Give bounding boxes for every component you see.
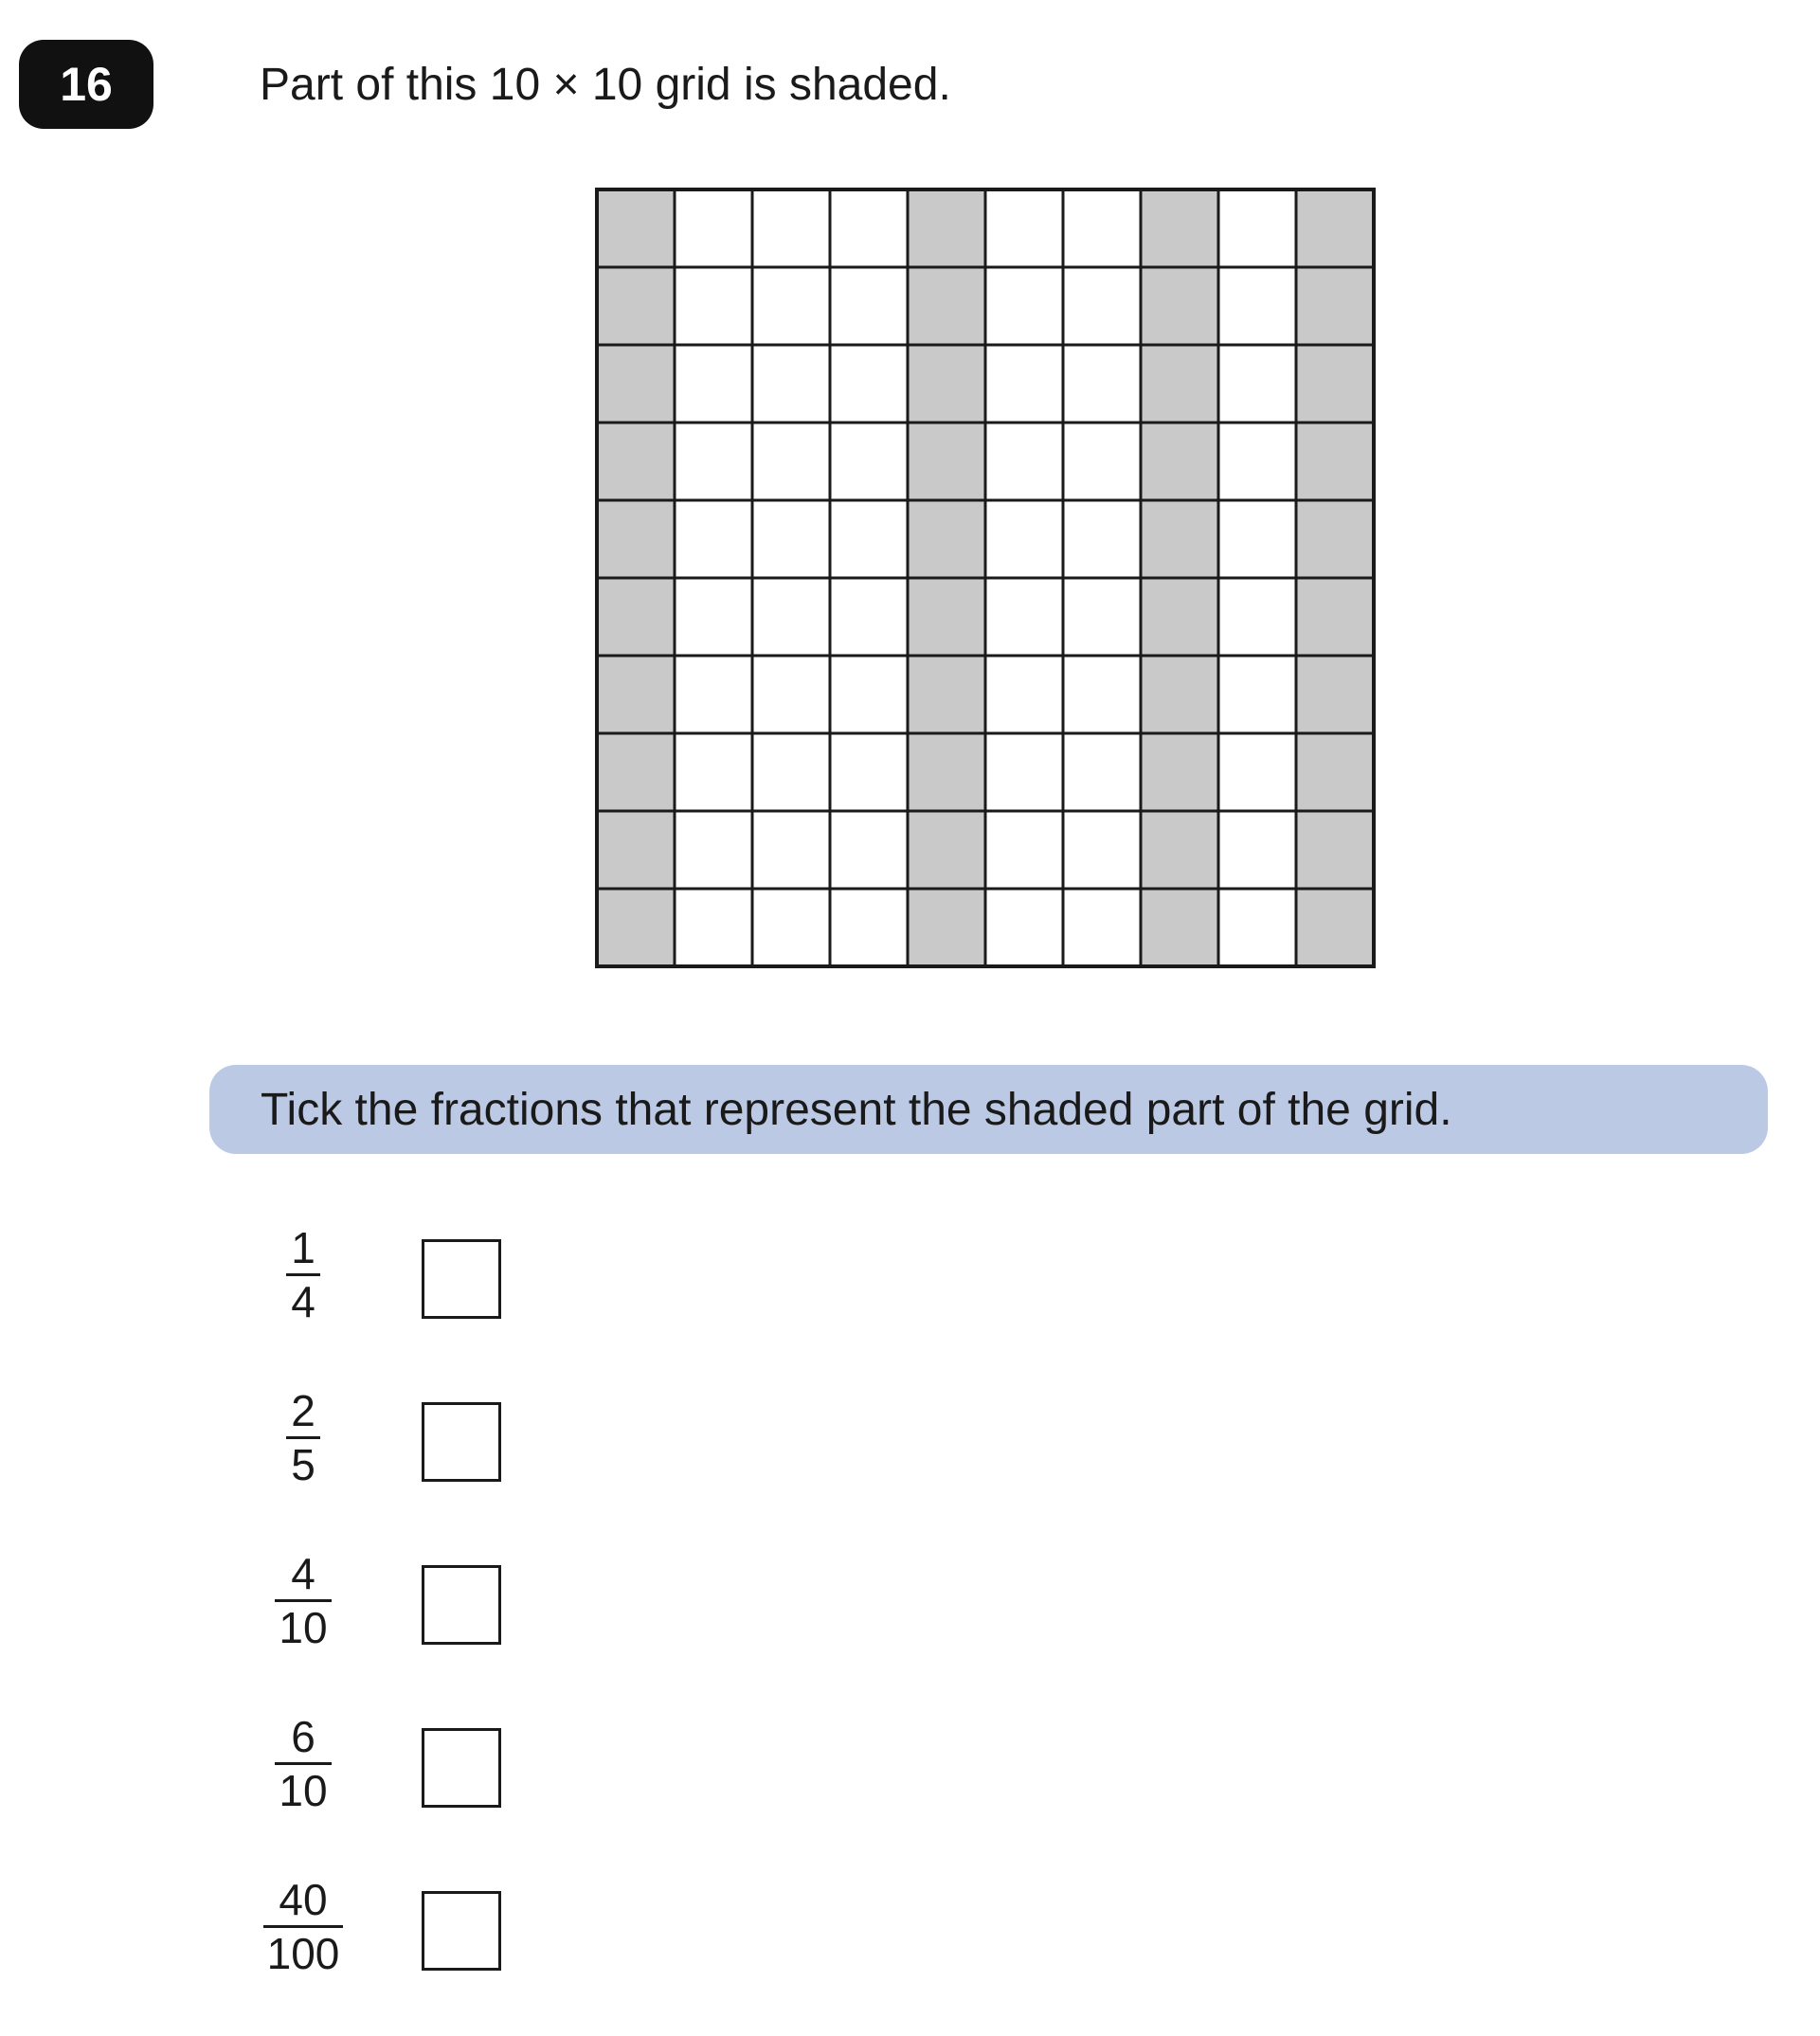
grid-cell-shaded: [1141, 811, 1218, 889]
grid-cell: [675, 733, 752, 811]
question-text: Part of this 10 × 10 grid is shaded.: [260, 60, 951, 110]
grid-cell: [752, 189, 830, 267]
grid-cell: [830, 345, 908, 423]
grid-cell-shaded: [597, 189, 675, 267]
grid-cell: [985, 811, 1063, 889]
denominator: 100: [266, 1928, 340, 1978]
grid-cell-shaded: [908, 267, 985, 345]
grid-cell: [1063, 811, 1141, 889]
grid-cell: [985, 423, 1063, 500]
grid-cell-shaded: [1296, 733, 1374, 811]
tick-box[interactable]: [422, 1402, 501, 1482]
grid-cell: [985, 733, 1063, 811]
grid-cell-shaded: [597, 656, 675, 733]
option-row: [256, 1711, 540, 1815]
grid-cell: [752, 733, 830, 811]
grid-cell-shaded: [908, 189, 985, 267]
grid-cell: [752, 500, 830, 578]
grid-cell: [985, 578, 1063, 656]
grid-cell-shaded: [597, 345, 675, 423]
grid-cell: [1063, 189, 1141, 267]
grid-cell: [675, 578, 752, 656]
grid-cell: [752, 889, 830, 966]
denominator: 10: [279, 1602, 328, 1652]
option-row: [256, 1222, 540, 1326]
fraction-bar: [263, 1925, 343, 1928]
grid-cell: [1218, 578, 1296, 656]
grid-cell-shaded: [908, 500, 985, 578]
grid-cell-shaded: [1296, 345, 1374, 423]
grid-cell-shaded: [1141, 578, 1218, 656]
instruction-text: Tick the fractions that represent the shaded part of the grid.: [261, 1084, 1452, 1135]
grid-cell: [985, 500, 1063, 578]
grid-cell: [752, 345, 830, 423]
fraction: [256, 1711, 351, 1815]
grid-cell: [675, 500, 752, 578]
grid-cell: [830, 267, 908, 345]
grid-cell: [1063, 733, 1141, 811]
grid-cell-shaded: [597, 500, 675, 578]
grid-cell-shaded: [1141, 889, 1218, 966]
grid-cell-shaded: [1296, 578, 1374, 656]
grid-cell-shaded: [908, 811, 985, 889]
grid-cell: [985, 345, 1063, 423]
grid-cell: [1063, 500, 1141, 578]
grid-cell: [1063, 345, 1141, 423]
grid-cell: [830, 811, 908, 889]
fraction-bar: [286, 1273, 320, 1276]
grid-cell-shaded: [1296, 423, 1374, 500]
grid-cell-shaded: [1141, 656, 1218, 733]
grid-cell-shaded: [908, 733, 985, 811]
grid-cell: [830, 500, 908, 578]
tick-box[interactable]: [422, 1565, 501, 1645]
grid-cell-shaded: [1296, 189, 1374, 267]
fraction-bar: [275, 1762, 332, 1765]
question-number-badge: [19, 40, 153, 129]
grid-cell: [1218, 811, 1296, 889]
fraction-bar: [286, 1436, 320, 1439]
grid-cell: [675, 189, 752, 267]
grid-cell: [985, 267, 1063, 345]
tick-box[interactable]: [422, 1239, 501, 1319]
grid-cell: [1063, 656, 1141, 733]
grid-cell-shaded: [1141, 345, 1218, 423]
grid-cell-shaded: [908, 423, 985, 500]
numerator: 4: [291, 1548, 315, 1598]
denominator: 4: [291, 1276, 315, 1326]
grid-svg: [595, 188, 1376, 968]
grid-cell: [1218, 423, 1296, 500]
grid-cell: [752, 811, 830, 889]
grid-cell: [1218, 733, 1296, 811]
grid-cell-shaded: [1141, 267, 1218, 345]
grid-cell: [675, 345, 752, 423]
option-row: [256, 1548, 540, 1652]
grid-cell-shaded: [1296, 500, 1374, 578]
grid-cell: [1218, 345, 1296, 423]
fraction-bar: [275, 1599, 332, 1602]
grid-cell: [985, 656, 1063, 733]
denominator: 10: [279, 1765, 328, 1815]
fraction: [256, 1548, 351, 1652]
shaded-grid: [595, 188, 1376, 968]
grid-cell: [1218, 656, 1296, 733]
grid-cell-shaded: [1296, 811, 1374, 889]
question-number: 16: [60, 58, 113, 111]
grid-cell: [830, 889, 908, 966]
option-row: [256, 1385, 540, 1489]
grid-cell-shaded: [597, 889, 675, 966]
numerator: 1: [291, 1222, 315, 1272]
numerator: 40: [279, 1874, 328, 1924]
grid-cell-shaded: [597, 578, 675, 656]
grid-cell: [752, 578, 830, 656]
grid-cell: [1218, 189, 1296, 267]
grid-cell-shaded: [908, 345, 985, 423]
grid-cell: [1218, 889, 1296, 966]
grid-cell: [985, 189, 1063, 267]
grid-cell: [830, 733, 908, 811]
grid-cell: [830, 656, 908, 733]
grid-cell: [1063, 889, 1141, 966]
numerator: 6: [291, 1711, 315, 1761]
fraction: [256, 1874, 351, 1978]
tick-box[interactable]: [422, 1891, 501, 1971]
grid-cell-shaded: [1141, 189, 1218, 267]
grid-cell-shaded: [1141, 733, 1218, 811]
fraction: [256, 1385, 351, 1489]
numerator: 2: [291, 1385, 315, 1435]
grid-cell-shaded: [908, 578, 985, 656]
instruction-banner: [209, 1065, 1768, 1154]
denominator: 5: [291, 1439, 315, 1489]
grid-cell-shaded: [597, 267, 675, 345]
grid-cell-shaded: [1141, 500, 1218, 578]
grid-cell: [1063, 423, 1141, 500]
grid-cell-shaded: [1296, 889, 1374, 966]
grid-cell-shaded: [597, 423, 675, 500]
grid-cell: [1218, 267, 1296, 345]
grid-cell: [752, 656, 830, 733]
grid-cell-shaded: [908, 889, 985, 966]
grid-cell-shaded: [1296, 267, 1374, 345]
grid-cell-shaded: [1141, 423, 1218, 500]
grid-cell: [675, 267, 752, 345]
tick-box[interactable]: [422, 1728, 501, 1808]
grid-cell: [830, 423, 908, 500]
grid-cell: [1063, 578, 1141, 656]
grid-cell: [675, 889, 752, 966]
grid-cell: [752, 423, 830, 500]
grid-cell: [675, 423, 752, 500]
grid-cell-shaded: [908, 656, 985, 733]
grid-cell: [830, 578, 908, 656]
grid-cell: [985, 889, 1063, 966]
grid-cell: [830, 189, 908, 267]
fraction: [256, 1222, 351, 1326]
option-row: [256, 1874, 540, 1978]
grid-cell: [675, 656, 752, 733]
grid-cell-shaded: [1296, 656, 1374, 733]
grid-cell: [752, 267, 830, 345]
grid-cell: [675, 811, 752, 889]
grid-cell: [1063, 267, 1141, 345]
grid-cell: [1218, 500, 1296, 578]
grid-cell-shaded: [597, 811, 675, 889]
grid-cell-shaded: [597, 733, 675, 811]
